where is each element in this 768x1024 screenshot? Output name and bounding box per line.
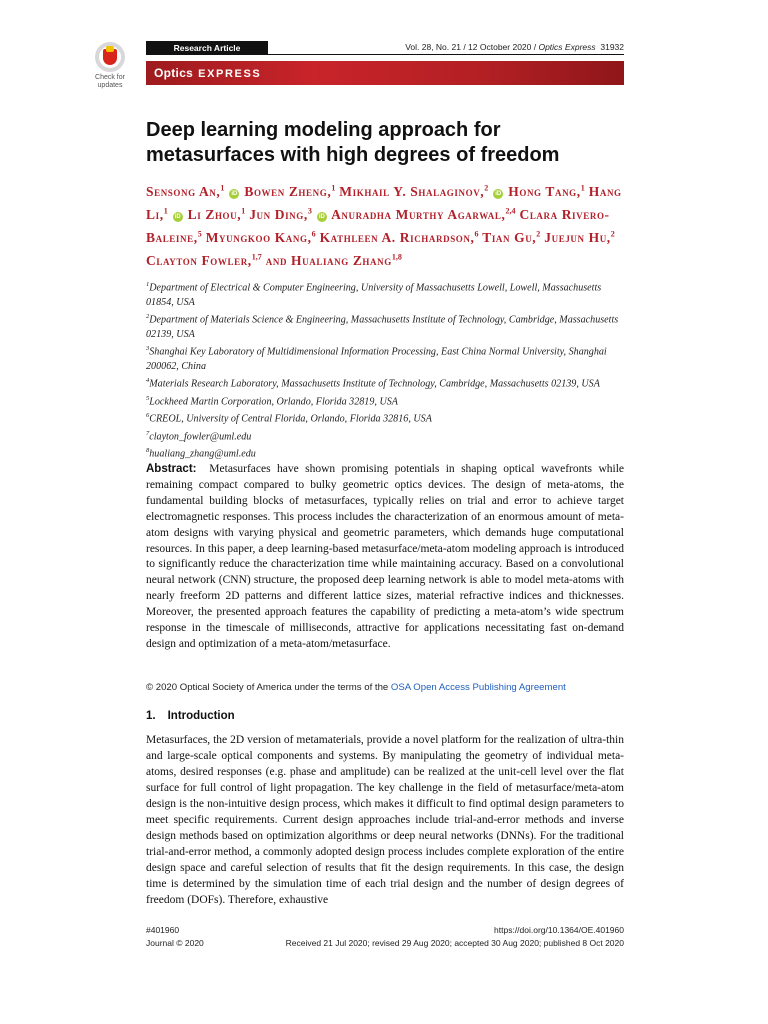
orcid-icon[interactable]: iD <box>231 190 238 197</box>
copyright-text: © 2020 Optical Society of America under the terms of the <box>146 682 391 693</box>
author-name: Juejun Hu, <box>544 229 611 245</box>
author-name: Mikhail Y. Shalaginov, <box>339 183 485 199</box>
affiliation-number: 7 <box>146 429 150 437</box>
affiliation-number: 3 <box>146 344 150 352</box>
author <box>544 230 615 245</box>
author-name: Jun Ding, <box>249 206 308 222</box>
journal-name-b: EXPRESS <box>198 68 262 80</box>
author-affiliation-ref: 2,4 <box>505 206 516 216</box>
footer-right <box>286 924 624 949</box>
section-number: 1. <box>146 710 156 722</box>
orcid-icon[interactable]: iD <box>495 190 502 197</box>
author-name: Myungkoo Kang, <box>205 229 312 245</box>
journal-copyright: Journal © 2020 <box>146 937 204 948</box>
publication-dates: Received 21 Jul 2020; revised 29 Aug 2020; accepted 30 Aug 2020; published 8 Oct 2020 <box>285 937 624 948</box>
abstract <box>146 462 624 653</box>
author <box>266 253 402 268</box>
crossmark-icon <box>95 42 125 72</box>
author-affiliation-ref: 1,8 <box>391 252 402 262</box>
author-name: Hong Tang, <box>508 183 581 199</box>
introduction-paragraph: Metasurfaces, the 2D version of metamaterials, provide a novel platform for the realization of ultra-thin and large-scale optical components and systems. By manipulating the geometry of individual meta-atoms, desired responses (e.g. phase and amplitude) can be realized at the unit-cell level over the flat surface for full control of light propagation. The key challenge in the field of metasurface/meta-atom design is the non-intuitive design process, which makes it difficult to find optimal design parameters to meet specific requirements. Current design approaches include trial-and-error methods and inverse design methods based on optimization algorithms or deep neural networks (DNNs). For the traditional trial-and-error method, a commonly adopted design process includes complete exploration of the entire design space and careful selection of results that fit the design requirements. In this case, the design time is determined by the simulation time of each trial design and the number of design degrees of freedom (DOFs). Therefore, exhaustive <box>146 734 624 906</box>
header-rule <box>268 54 624 55</box>
author-list <box>146 178 624 271</box>
affiliation-item <box>146 409 624 427</box>
affiliation-list <box>146 278 624 462</box>
author-name: Tian Gu, <box>482 229 537 245</box>
author-name: Clayton Fowler, <box>146 253 252 269</box>
author-name: Kathleen A. Richardson, <box>319 229 475 245</box>
copyright-notice <box>146 681 624 694</box>
affiliation-item <box>146 374 624 392</box>
check-for-updates-label: Check for updates <box>95 74 125 89</box>
affiliation-text[interactable]: hualiang_zhang@uml.edu <box>149 448 256 460</box>
author <box>331 207 515 222</box>
author-affiliation-ref: 1 <box>331 183 336 192</box>
citation-prefix: Vol. 28, No. 21 / 12 October 2020 / <box>405 42 539 52</box>
article-header <box>146 41 624 55</box>
section-heading <box>146 709 247 724</box>
author-name: Sensong An, <box>146 183 221 199</box>
doi-link[interactable]: https://doi.org/10.1364/OE.401960 <box>494 925 624 935</box>
article-id: #401960 <box>146 925 180 935</box>
citation-journal: Optics Express <box>538 42 596 52</box>
affiliation-item <box>146 427 624 445</box>
author <box>482 230 540 245</box>
affiliation-text: CREOL, University of Central Florida, Orlando, Florida 32816, USA <box>149 413 432 425</box>
check-for-updates-badge[interactable] <box>90 42 130 90</box>
affiliation-text: Lockheed Martin Corporation, Orlando, Florida 32819, USA <box>149 395 398 407</box>
author <box>244 184 335 199</box>
footer-left <box>146 924 204 949</box>
affiliation-item <box>146 310 624 342</box>
paper-title: Deep learning modeling approach for metasurfaces with high degrees of freedom <box>146 119 560 166</box>
author <box>320 230 479 245</box>
author-name: Hang Li, <box>146 183 622 222</box>
orcid-icon[interactable]: iD <box>318 213 325 220</box>
author-name: Li Zhou, <box>187 206 242 222</box>
abstract-label: Abstract: <box>146 463 197 475</box>
author-name: and Hualiang Zhang <box>265 253 392 269</box>
author-affiliation-ref: 1,7 <box>251 252 262 262</box>
author-name: Clara Rivero-Baleine, <box>146 206 610 245</box>
affiliation-number: 2 <box>146 312 150 320</box>
author-name: Anuradha Murthy Agarwal, <box>331 206 506 222</box>
affiliation-text: Department of Materials Science & Engineering, Massachusetts Institute of Technology, Cambridge, Massachusetts 02139, USA <box>146 314 619 340</box>
journal-banner <box>146 61 624 85</box>
affiliation-item <box>146 444 624 462</box>
affiliation-number: 1 <box>146 281 150 288</box>
citation-info <box>405 41 624 54</box>
affiliation-number: 6 <box>146 412 150 420</box>
author <box>206 230 316 245</box>
author-name: Bowen Zheng, <box>244 183 332 199</box>
license-link[interactable]: OSA Open Access Publishing Agreement <box>390 682 566 693</box>
author-affiliation-ref: 3 <box>307 206 312 216</box>
affiliation-text: Materials Research Laboratory, Massachusetts Institute of Technology, Cambridge, Massachusetts 02139, USA <box>149 378 600 390</box>
affiliation-text: Department of Electrical & Computer Engineering, University of Massachusetts Lowell, Lowell, Massachusetts 01854, USA <box>146 282 602 308</box>
author <box>508 184 585 199</box>
author-affiliation-ref: 2 <box>536 229 541 239</box>
affiliation-number: 8 <box>146 447 150 455</box>
article-type: Research Article <box>146 41 268 55</box>
author-affiliation-ref: 5 <box>197 229 202 239</box>
affiliation-item <box>146 342 624 374</box>
author-affiliation-ref: 1 <box>163 206 168 216</box>
affiliation-text[interactable]: clayton_fowler@uml.edu <box>149 431 252 443</box>
author <box>146 184 240 199</box>
author-affiliation-ref: 1 <box>220 183 225 192</box>
author <box>339 184 504 199</box>
author <box>188 207 246 222</box>
journal-name-a: Optics <box>154 66 194 80</box>
author <box>146 253 262 268</box>
author-affiliation-ref: 6 <box>474 229 479 239</box>
author-affiliation-ref: 6 <box>311 229 316 239</box>
affiliation-item <box>146 392 624 410</box>
section-title: Introduction <box>167 710 235 722</box>
author-affiliation-ref: 1 <box>241 206 246 216</box>
author <box>249 207 328 222</box>
author-affiliation-ref: 2 <box>610 229 615 239</box>
citation-page: 31932 <box>600 42 624 52</box>
author-affiliation-ref: 1 <box>580 183 585 192</box>
affiliation-number: 5 <box>146 394 150 402</box>
abstract-text: Metasurfaces have shown promising potentials in shaping optical wavefronts while remaining compact compared to bulky geometric optics devices. The design of meta-atoms, the fundamental building blocks of metasurfaces, typically relies on trial and error to achieve target electromagnetic responses. This process includes the characterization of an enormous amount of meta-atom designs with varying physical and geometric parameters, which demands huge computational resources. In this paper, a deep learning-based metasurface/meta-atom modeling approach is introduced to significantly reduce the characterization time while maintaining accuracy. Based on a convolutional neural network (CNN) structure, the proposed deep learning network is able to model meta-atoms with nearly freeform 2D patterns and different lattice sizes, material refractive indices and thicknesses. Moreover, the presented approach features the capability of predicting a meta-atom’s wide spectrum response in the timescale of milliseconds, attractive for applications necessitating fast on-demand design and optimization of a meta-atom/metasurface. <box>146 463 624 650</box>
affiliation-number: 4 <box>146 376 150 384</box>
affiliation-item <box>146 278 624 310</box>
orcid-icon[interactable]: iD <box>174 213 181 220</box>
affiliation-text: Shanghai Key Laboratory of Multidimensional Information Processing, East China Normal University, Shanghai 200062, China <box>146 346 607 372</box>
journal-name <box>146 66 261 80</box>
author-affiliation-ref: 2 <box>484 183 489 192</box>
